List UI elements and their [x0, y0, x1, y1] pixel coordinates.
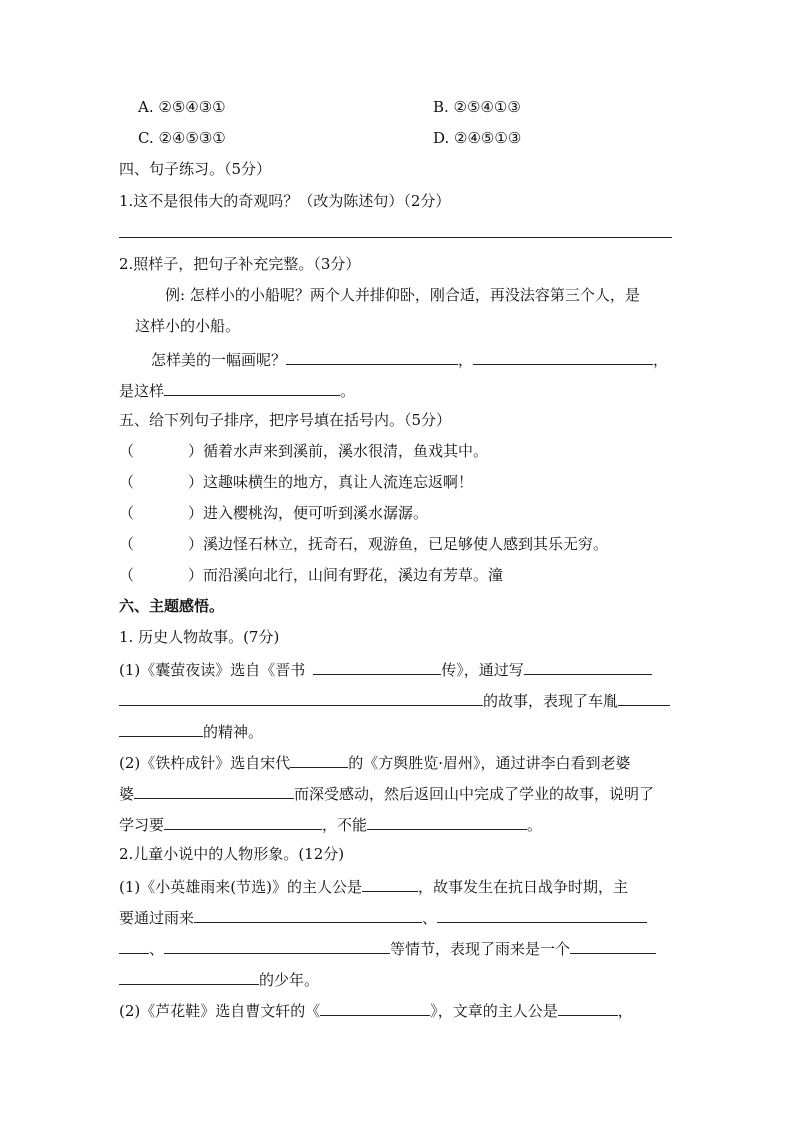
question-6-1: 1. 历史人物故事。(7分) — [119, 628, 280, 646]
paren-close: ） — [188, 473, 204, 491]
q6-1-2-line3 — [119, 813, 542, 835]
blank[interactable] — [558, 999, 618, 1016]
option-c: C. ②④⑤③① — [138, 129, 226, 147]
period: 。 — [340, 382, 356, 400]
stray-char: 潼 — [488, 566, 504, 584]
fill-prompt: 怎样美的一幅画呢？ — [151, 351, 287, 369]
blank[interactable] — [134, 782, 294, 799]
blank-4-2c[interactable] — [164, 379, 340, 396]
question-4-1: 1.这不是很伟大的奇观吗？（改为陈述句）（2分） — [119, 192, 451, 210]
sort-item — [119, 472, 473, 492]
sort-item — [119, 503, 428, 523]
paren-open: （ — [119, 566, 135, 584]
text: 》，文章的主人公是 — [430, 1002, 558, 1020]
comma: ， — [653, 351, 669, 369]
paren-open: （ — [119, 504, 135, 522]
blank[interactable] — [313, 658, 441, 675]
text: 学习要 — [119, 816, 165, 834]
q6-2-1-line4 — [119, 968, 319, 990]
blank[interactable] — [119, 720, 203, 737]
sort-item — [119, 565, 503, 585]
text: ，不能 — [322, 816, 368, 834]
paren-close: ） — [188, 504, 204, 522]
example-line-2: 这样小的小船。 — [135, 317, 241, 335]
sort-item-text: 而沿溪向北行，山间有野花，溪边有芳草。 — [203, 566, 489, 584]
text: 等情节，表现了雨来是一个 — [390, 940, 571, 958]
blank[interactable] — [290, 751, 348, 768]
text: 、 — [149, 940, 165, 958]
sort-item-text: 溪边怪石林立，抚奇石，观游鱼，已足够使人感到其乐无穷。 — [203, 535, 609, 553]
text: ，故事发生在抗日战争时期，主 — [417, 878, 628, 896]
blank[interactable] — [119, 689, 483, 706]
blank[interactable] — [362, 875, 418, 892]
blank[interactable] — [570, 937, 656, 954]
blank[interactable] — [164, 813, 322, 830]
question-6-2: 2.儿童小说中的人物形象。(12分) — [119, 845, 345, 863]
blank[interactable] — [320, 999, 430, 1016]
section-4-title: 四、句子练习。（5分） — [119, 160, 272, 178]
sort-item — [119, 441, 488, 461]
text: 要通过雨来 — [119, 909, 195, 927]
section-6-title: 六、主题感悟。 — [119, 597, 225, 615]
text: 传》，通过写 — [441, 661, 524, 679]
q6-2-2-line1 — [119, 999, 633, 1021]
blank-4-2a[interactable] — [286, 348, 458, 365]
sort-item-text: 这趣味横生的地方，真让人流连忘返啊！ — [203, 473, 474, 491]
blank[interactable] — [437, 906, 647, 923]
q6-1-1-line3 — [119, 720, 263, 742]
text: ， — [617, 1002, 633, 1020]
text: (1)《小英雄雨来(节选)》的主人公是 — [119, 878, 362, 896]
blank-4-2b[interactable] — [473, 348, 653, 365]
blank[interactable] — [194, 906, 422, 923]
sort-item-text: 循着水声来到溪前，溪水很清，鱼戏其中。 — [203, 442, 489, 460]
text: 的精神。 — [203, 723, 264, 741]
fill-line-a — [151, 348, 668, 370]
blank[interactable] — [618, 689, 670, 706]
q6-1-1-line2 — [119, 689, 670, 711]
blank[interactable] — [164, 937, 390, 954]
option-a: A. ②⑤④③① — [138, 98, 226, 116]
fill-line-b — [119, 379, 355, 401]
sort-item — [119, 534, 608, 554]
text: (1)《囊萤夜读》选自《晋书 — [119, 661, 306, 679]
text: 而深受感动，然后返回山中完成了学业的故事，说明了 — [294, 785, 655, 803]
example-line-1: 例: 怎样小的小船呢？两个人并排仰卧，刚合适，再没法容第三个人，是 — [165, 286, 640, 304]
text: 的少年。 — [259, 971, 320, 989]
fill-prompt-b: 是这样 — [119, 382, 165, 400]
q6-1-2-line2 — [119, 782, 654, 804]
text: (2)《芦花鞋》选自曹文轩的《 — [119, 1002, 321, 1020]
blank[interactable] — [119, 968, 259, 985]
text: 。 — [527, 816, 543, 834]
option-d: D. ②④⑤①③ — [433, 129, 522, 147]
paren-open: （ — [119, 535, 135, 553]
text: 的故事，表现了车胤 — [483, 692, 619, 710]
q6-1-1-line1 — [119, 658, 652, 680]
section-5-title: 五、给下列句子排序，把序号填在括号内。（5分） — [119, 411, 452, 429]
text: 、 — [422, 909, 438, 927]
q6-2-1-line2 — [119, 906, 647, 928]
paren-close: ） — [188, 566, 204, 584]
paren-close: ） — [188, 535, 204, 553]
paren-open: （ — [119, 442, 135, 460]
text: (2)《铁杵成针》选自宋代 — [119, 754, 291, 772]
blank[interactable] — [119, 937, 149, 954]
answer-line-4-1[interactable] — [119, 237, 672, 238]
paren-close: ） — [188, 442, 204, 460]
q6-2-1-line3 — [119, 937, 656, 959]
option-b: B. ②⑤④①③ — [433, 98, 521, 116]
text: 的《方舆胜览·眉州》，通过讲李白看到老婆 — [348, 754, 631, 772]
comma: ， — [458, 351, 474, 369]
question-4-2: 2.照样子，把句子补充完整。（3分） — [119, 255, 361, 273]
paren-open: （ — [119, 473, 135, 491]
sort-item-text: 进入樱桃沟，便可听到溪水潺潺。 — [203, 504, 429, 522]
blank[interactable] — [524, 658, 652, 675]
q6-2-1-line1 — [119, 875, 628, 897]
text: 婆 — [119, 785, 135, 803]
q6-1-2-line1 — [119, 751, 631, 773]
blank[interactable] — [367, 813, 527, 830]
